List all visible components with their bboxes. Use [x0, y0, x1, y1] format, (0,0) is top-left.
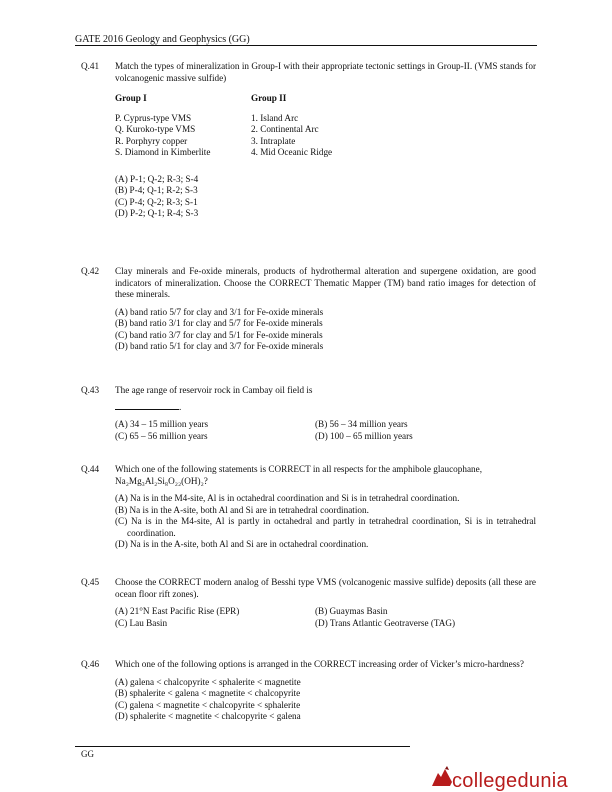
group-1-item: R. Porphyry copper — [115, 135, 188, 146]
option-b: (B) Guaymas Basin — [315, 606, 388, 616]
option-a: (A) galena < chalcopyrite < sphalerite < magnetite — [115, 676, 301, 687]
option-c: (C) galena < magnetite < chalcopyrite < sphalerite — [115, 699, 301, 710]
question-text: Match the types of mineralization in Group-I with their appropriate tectonic settings in Group-II. (VMS stands for volcanogenic massive sulfide) — [115, 61, 536, 83]
option-c: (C) Na is in the M4-site, Al is partly in octahedral and partly in tetrahedral coordination, Si is in tetrahedral coordination. — [115, 516, 536, 538]
option-d: (D) Trans Atlantic Geotraverse (TAG) — [315, 617, 456, 628]
question-text: Choose the CORRECT modern analog of Besshi type VMS (volcanogenic massive sulfide) deposits (all these are ocean floor rift zones). — [115, 577, 536, 599]
question-42 — [81, 266, 536, 353]
option-c: (C) 65 – 56 million years — [115, 430, 208, 441]
option-b: (B) 56 – 34 million years — [315, 419, 408, 429]
question-text: The age range of reservoir rock in Cambay oil field is — [115, 385, 313, 395]
option-c: (C) P-4; Q-2; R-3; S-1 — [115, 196, 198, 207]
question-43 — [81, 385, 536, 442]
group-1-item: Q. Kuroko-type VMS — [115, 124, 196, 134]
footer-code: GG — [81, 749, 94, 759]
header-rule — [75, 45, 537, 46]
question-41 — [81, 61, 536, 220]
option-b: (B) Na is in the A-site, both Al and Si are in tetrahedral coordination. — [115, 504, 369, 515]
answer-blank — [115, 400, 182, 412]
option-c: (C) Lau Basin — [115, 617, 168, 628]
option-b: (B) sphalerite < galena < magnetite < chalcopyrite — [115, 688, 301, 698]
option-d: (D) band ratio 5/1 for clay and 3/7 for Fe-oxide minerals — [115, 341, 324, 351]
blank-period: . — [179, 401, 182, 412]
question-number: Q.44 — [81, 464, 100, 474]
collegedunia-logo[interactable] — [430, 762, 612, 792]
group-1-item: P. Cyprus-type VMS — [115, 112, 192, 123]
question-46 — [81, 659, 536, 723]
option-d: (D) P-2; Q-1; R-4; S-3 — [115, 208, 199, 218]
question-number: Q.41 — [81, 61, 100, 71]
group-2-title: Group II — [251, 93, 287, 103]
question-number: Q.42 — [81, 266, 100, 276]
group-1-title: Group I — [115, 93, 147, 103]
option-c: (C) band ratio 3/7 for clay and 5/1 for Fe-oxide minerals — [115, 329, 323, 340]
question-44 — [81, 464, 536, 551]
question-text: Which one of the following options is arranged in the CORRECT increasing order of Vicker’s micro-hardness? — [115, 659, 524, 669]
option-d: (D) Na is in the A-site, both Al and Si are in octahedral coordination. — [115, 539, 369, 549]
group-2-item: 3. Intraplate — [251, 135, 296, 146]
question-number: Q.45 — [81, 577, 100, 587]
option-a: (A) Na is in the M4-site, Al is in octahedral coordination and Si is in tetrahedral coordination. — [115, 493, 460, 503]
question-text: Which one of the following statements is CORRECT in all respects for the amphibole glaucophane, — [115, 464, 482, 474]
logo-text: collegedunia — [452, 770, 568, 792]
question-number: Q.46 — [81, 659, 100, 669]
option-d: (D) sphalerite < magnetite < chalcopyrite < galena — [115, 711, 301, 721]
question-text: Clay minerals and Fe-oxide minerals, products of hydrothermal alteration and supergene oxidation, are good indicators of mineralization. Choose the CORRECT Thematic Mapper (TM) band ratio images for detection of these minerals. — [115, 266, 536, 299]
option-a: (A) P-1; Q-2; R-3; S-4 — [115, 173, 199, 184]
group-1-item: S. Diamond in Kimberlite — [115, 147, 211, 157]
group-2-item: 4. Mid Oceanic Ridge — [251, 147, 333, 157]
option-a: (A) 34 – 15 million years — [115, 419, 209, 429]
option-a: (A) band ratio 5/7 for clay and 3/1 for Fe-oxide minerals — [115, 306, 324, 317]
option-b: (B) P-4; Q-1; R-2; S-3 — [115, 185, 198, 195]
question-45 — [81, 577, 536, 629]
option-d: (D) 100 – 65 million years — [315, 430, 413, 441]
option-b: (B) band ratio 3/1 for clay and 5/7 for Fe-oxide minerals — [115, 318, 323, 328]
option-a: (A) 21°N East Pacific Rise (EPR) — [115, 606, 240, 616]
match-table — [115, 93, 536, 159]
group-2-item: 1. Island Arc — [251, 112, 299, 123]
group-2-item: 2. Continental Arc — [251, 124, 319, 134]
footer-rule — [75, 746, 410, 747]
formula: Na₂Mg₃Al₂Si₈O₂₂(OH)₂? — [115, 475, 208, 486]
question-number: Q.43 — [81, 385, 100, 395]
page-header: GATE 2016 Geology and Geophysics (GG) — [75, 34, 250, 45]
